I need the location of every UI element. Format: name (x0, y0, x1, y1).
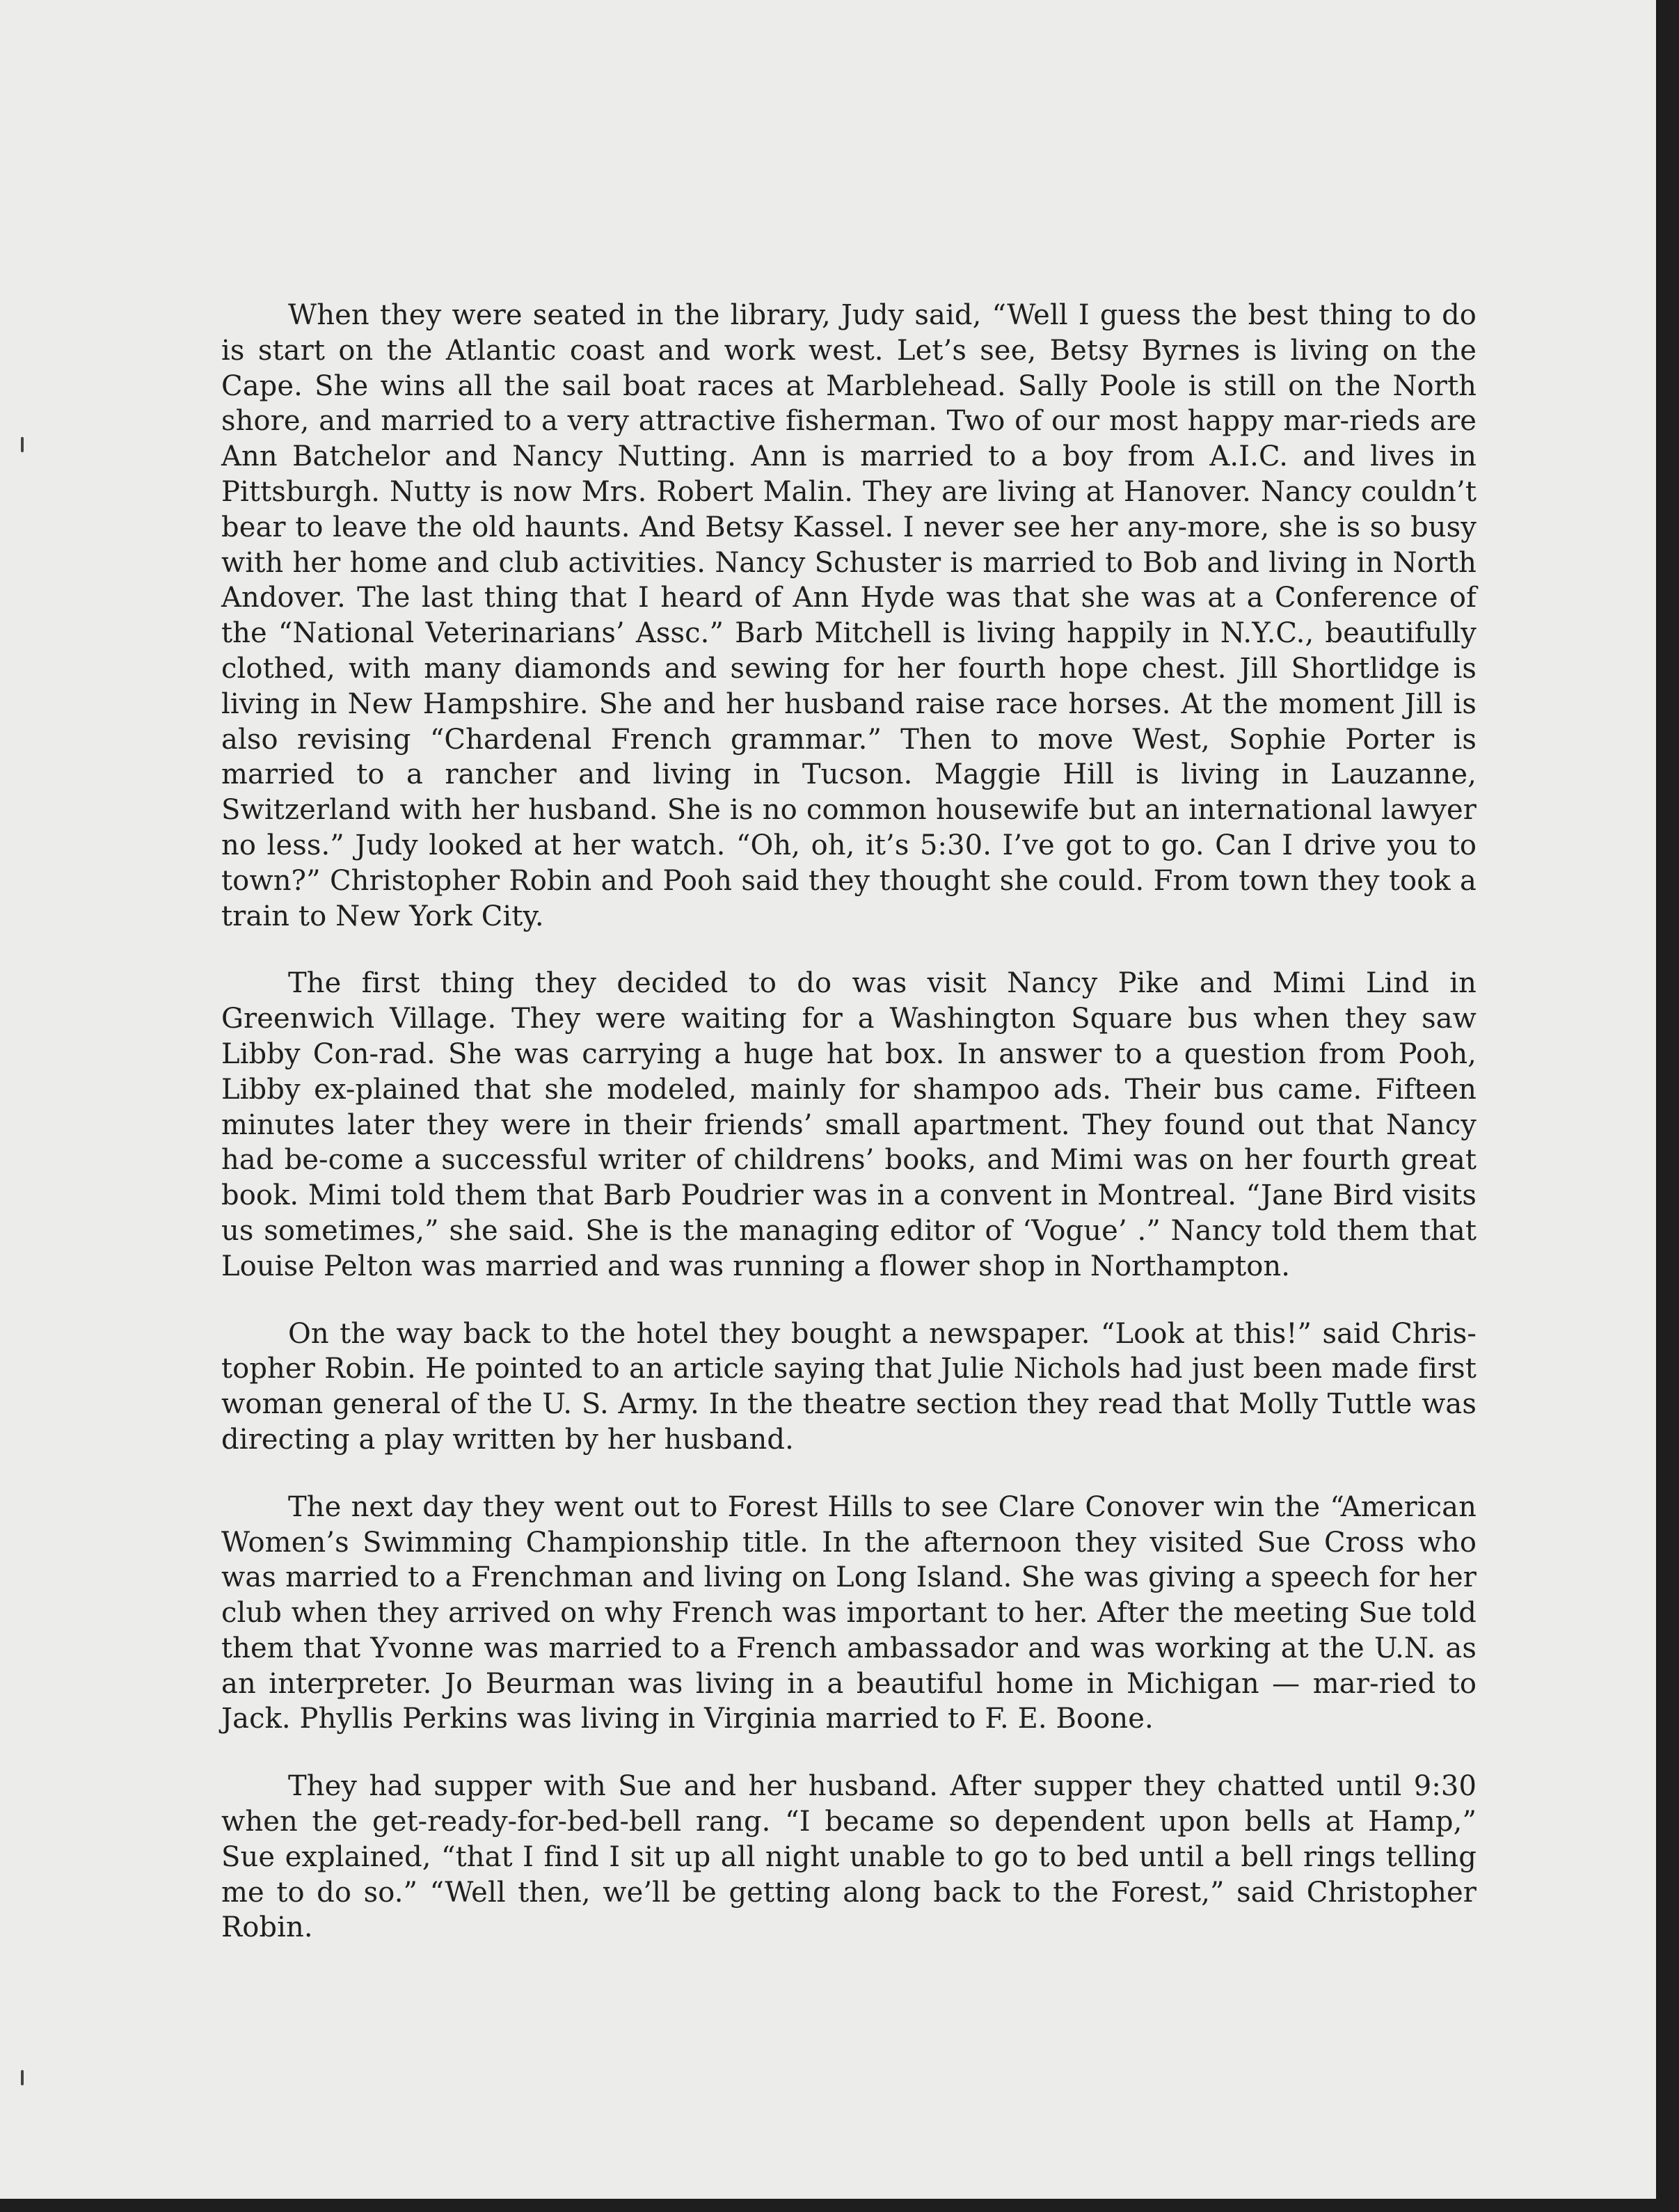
paragraph-2: The first thing they decided to do was visit Nancy Pike and Mimi Lind in Greenwich Village. They were waiting for a Washington Square bus when they saw Libby Con-rad. She was carrying a huge hat box. In answer to a question from Pooh, Libby ex-plained that she modeled, mainly for shampoo ads. Their bus came. Fifteen minutes later they were in their friends’ small apartment. They found out that Nancy had be-come a successful writer of childrens’ books, and Mimi was on her fourth great book. Mimi told them that Barb Poudrier was in a convent in Montreal. “Jane Bird visits us sometimes,” she said. She is the managing editor of ‘Vogue’ .” Nancy told them that Louise Pelton was married and was running a flower shop in Northampton. (221, 967, 1477, 1282)
paragraph-4: The next day they went out to Forest Hills to see Clare Conover win the “American Women’s Swimming Championship title. In the afternoon they visited Sue Cross who was married to a Frenchman and living on Long Island. She was giving a speech for her club when they arrived on why French was important to her. After the meeting Sue told them that Yvonne was married to a French ambassador and was working at the U.N. as an interpreter. Jo Beurman was living in a beautiful home in Michigan — mar-ried to Jack. Phyllis Perkins was living in Virginia married to F. E. Boone. (221, 1490, 1477, 1735)
paragraph-5: They had supper with Sue and her husband. After supper they chatted until 9:30 when the get-ready-for-bed-bell rang. “I became so dependent upon bells at Hamp,” Sue explained, “that I find I sit up all night unable to go to bed until a bell rings telling me to do so.” “Well then, we’ll be getting along back to the Forest,” said Christopher Robin. (221, 1770, 1477, 1944)
scan-margin-mark (21, 437, 24, 452)
scan-margin-mark-bottom (21, 2070, 24, 2085)
paragraph-3: On the way back to the hotel they bought a newspaper. “Look at this!” said Chris-topher Robin. He pointed to an article saying that Julie Nichols had just been made first woman general of the U. S. Army. In the theatre section they read that Molly Tuttle was directing a play written by her husband. (221, 1317, 1477, 1456)
paragraph-1: When they were seated in the library, Judy said, “Well I guess the best thing to do is start on the Atlantic coast and work west. Let’s see, Betsy Byrnes is living on the Cape. She wins all the sail boat races at Marblehead. Sally Poole is still on the North shore, and married to a very attractive fisherman. Two of our most happy mar-rieds are Ann Batchelor and Nancy Nutting. Ann is married to a boy from A.I.C. and lives in Pittsburgh. Nutty is now Mrs. Robert Malin. They are living at Hanover. Nancy couldn’t bear to leave the old haunts. And Betsy Kassel. I never see her any-more, she is so busy with her home and club activities. Nancy Schuster is married to Bob and living in North Andover. The last thing that I heard of Ann Hyde was that she was at a Conference of the “National Veterinarians’ Assc.” Barb Mitchell is living happily in N.Y.C., beautifully clothed, with many diamonds and sewing for her fourth hope chest. Jill Shortlidge is living in New Hampshire. She and her husband raise race horses. At the moment Jill is also revising “Chardenal French grammar.” Then to move West, Sophie Porter is married to a rancher and living in Tucson. Maggie Hill is living in Lauzanne, Switzerland with her husband. She is no common housewife but an international lawyer no less.” Judy looked at her watch. “Oh, oh, it’s 5:30. I’ve got to go. Can I drive you to town?” Christopher Robin and Pooh said they thought she could. From town they took a train to New York City. (221, 299, 1477, 932)
scan-border-bottom (0, 2199, 1679, 2212)
body-text (221, 298, 1477, 1946)
scan-border-right (1656, 0, 1679, 2212)
